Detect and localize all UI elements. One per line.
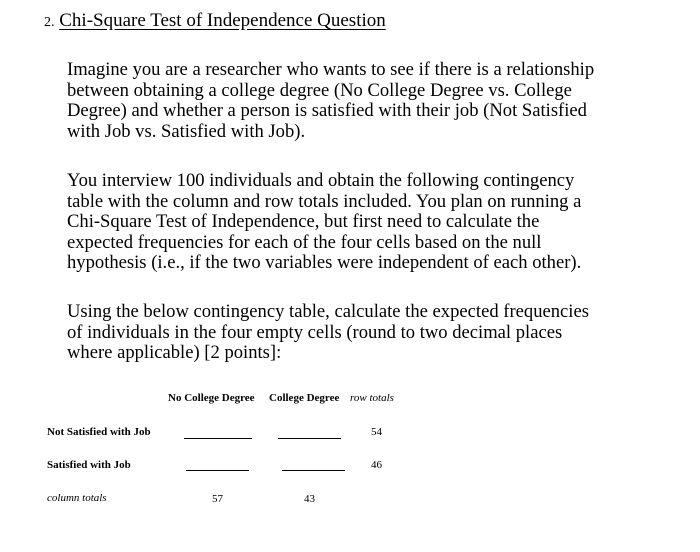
paragraph-line: Using the below contingency table, calculate the expected frequencies (67, 301, 589, 322)
row-total-not-satisfied: 54 (371, 426, 382, 438)
row-label-not-satisfied: Not Satisfied with Job (47, 426, 151, 438)
paragraph-line: Chi-Square Test of Independence, but first need to calculate the (67, 211, 540, 232)
paragraph-line: where applicable) [2 points]: (67, 342, 282, 363)
row-label-column-totals: column totals (47, 492, 107, 504)
col-header-no-college-degree: No College Degree (168, 392, 255, 404)
paragraph-line: Imagine you are a researcher who wants to see if there is a relationship (67, 59, 595, 80)
paragraph-line: You interview 100 individuals and obtain the following contingency (67, 170, 575, 191)
answer-blank-not-satisfied-degree[interactable] (278, 438, 341, 439)
answer-blank-not-satisfied-no-degree[interactable] (184, 438, 252, 439)
answer-blank-satisfied-no-degree[interactable] (186, 470, 249, 471)
column-total-no-college-degree: 57 (212, 493, 223, 505)
column-total-college-degree: 43 (304, 493, 315, 505)
col-header-row-totals: row totals (350, 392, 394, 404)
row-total-satisfied: 46 (371, 459, 382, 471)
paragraph-line: hypothesis (i.e., if the two variables were independent of each other). (67, 252, 582, 273)
question-title: Chi-Square Test of Independence Question (59, 10, 386, 31)
col-header-college-degree: College Degree (269, 392, 340, 404)
paragraph-line: with Job vs. Satisfied with Job). (67, 120, 306, 142)
row-label-satisfied: Satisfied with Job (47, 459, 131, 471)
question-number: 2. (44, 15, 55, 30)
paragraph-line: expected frequencies for each of the four cells based on the null (67, 231, 542, 253)
paragraph-line: of individuals in the four empty cells (round to two decimal places (67, 321, 563, 343)
paragraph-line: table with the column and row totals included. You plan on running a (67, 190, 582, 212)
paragraph-line: Degree) and whether a person is satisfied with their job (Not Satisfied (67, 100, 587, 121)
paragraph-line: between obtaining a college degree (No College Degree vs. College (67, 79, 572, 101)
answer-blank-satisfied-degree[interactable] (282, 470, 345, 471)
